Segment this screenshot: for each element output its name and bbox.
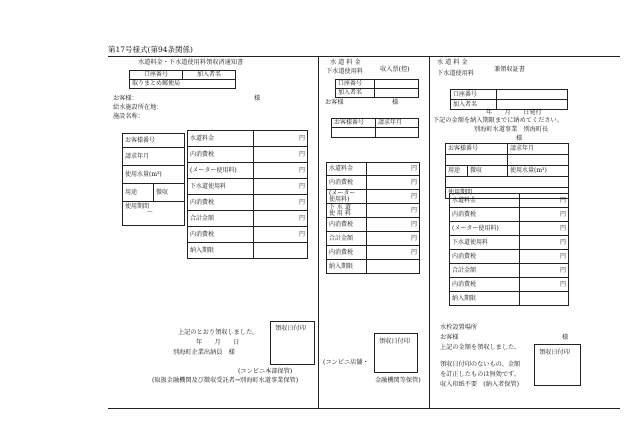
fee-yen: 円 <box>520 222 569 236</box>
fee-value <box>520 292 569 306</box>
fee-label: 水道料金 <box>450 194 520 208</box>
period-label: 使用期間 <box>125 203 150 210</box>
perforation-2 <box>429 56 430 408</box>
part1-info-table <box>122 133 185 226</box>
customer-sama: 様 <box>562 334 569 341</box>
usage-label: 使用水量(m³) <box>508 166 569 177</box>
fee-label: 水道料金 <box>188 131 254 147</box>
receipt-date: 年 月 日 <box>196 339 240 346</box>
post-office-label: 取りまとめ郵便局 <box>130 80 236 89</box>
fee-yen: 円 <box>367 176 420 190</box>
fee-label: 内消費税 <box>327 246 367 260</box>
fee-yen: 円 <box>520 208 569 222</box>
fee-yen: 円 <box>367 204 420 218</box>
account-value <box>375 80 419 89</box>
fee-yen: 円 <box>367 218 420 232</box>
account-label: 口座番号 <box>336 80 375 89</box>
account-value <box>497 90 568 100</box>
billing-month-label: 請求年月 <box>123 148 185 166</box>
account-label: 口座番号 <box>451 90 497 100</box>
fee-yen: 円 <box>520 278 569 292</box>
subscriber-label: 加入者名 <box>183 71 236 80</box>
fee-label: (メーター使用料) <box>450 222 520 236</box>
fee-label: 内消費税 <box>188 227 254 243</box>
customer-no-label: お客様番号 <box>123 134 185 148</box>
fee-label: 内消費税 <box>450 208 520 222</box>
billing-month-value <box>376 128 419 138</box>
caliber-label: 微収 <box>154 184 185 202</box>
part2-account-table <box>335 79 419 98</box>
subscriber-value <box>497 100 568 110</box>
purpose-label: 用途 <box>123 184 154 202</box>
period-cell <box>123 202 185 226</box>
fee-yen: 円 <box>367 246 420 260</box>
supply-location-label: 給水施設所在地： <box>113 104 163 111</box>
part3-title2: 下水道使用料 <box>437 70 475 77</box>
fee-yen: 円 <box>254 227 308 243</box>
fee-yen: 円 <box>367 232 420 246</box>
facility-name-label: 施設名称： <box>113 113 144 120</box>
part2-fee-table <box>326 162 420 274</box>
fee-yen: 円 <box>520 264 569 278</box>
billing-month-label: 請求年月 <box>508 144 569 155</box>
part1-note1: (コンビニ本部保管) <box>238 368 293 375</box>
fee-yen: 円 <box>520 194 569 208</box>
part2-note1: (コンビニ店舗・ <box>323 359 369 366</box>
fee-label: 下水道使用料 <box>450 236 520 250</box>
fee-label: 下水道使用料 <box>188 179 254 195</box>
part3-info-table <box>445 143 569 199</box>
bottom-rule <box>108 408 620 409</box>
top-rule <box>108 56 620 57</box>
customer-no-value <box>446 155 508 166</box>
part3-title1: 水 道 料 金 <box>437 59 468 66</box>
perforation-1 <box>318 56 319 408</box>
account-label: 口座番号 <box>130 71 183 80</box>
fee-label: 内消費税 <box>450 278 520 292</box>
period-tilde: ～ <box>147 209 154 216</box>
fee-yen: 円 <box>254 211 308 227</box>
fee-yen: 円 <box>254 163 308 179</box>
part3-receipt-label: 兼領収証書 <box>494 66 525 73</box>
purpose-label: 用途 <box>446 166 468 177</box>
part1-title: 水道料金・下水道使用料領収済通知書 <box>138 59 244 66</box>
fee-yen: 円 <box>254 179 308 195</box>
period-label: 使用期間 <box>446 188 569 199</box>
part3-account-table <box>450 89 568 110</box>
customer-label: お客様 <box>325 99 344 106</box>
fee-label: 内消費税 <box>188 147 254 163</box>
subscriber-label: 加入者名 <box>451 100 497 110</box>
supply-location-label: 水栓設置場所 <box>440 324 478 331</box>
stamp-label: 領収日付印 <box>275 325 306 332</box>
fee-label: 納入期限 <box>188 243 254 259</box>
billing-month-label: 請求年月 <box>376 119 419 128</box>
fee-label: 納入期限 <box>327 260 367 274</box>
fee-value <box>367 260 420 274</box>
fee-yen: 円 <box>520 236 569 250</box>
part3-fee-table <box>449 193 569 306</box>
customer-no-value <box>332 128 376 138</box>
usage-label: 使用水量(m³) <box>123 166 185 184</box>
subscriber-value <box>375 89 419 98</box>
fee-yen: 円 <box>367 163 420 176</box>
fee-label: 内消費税 <box>327 176 367 190</box>
receiver-name: 別海町企業出納員 様 <box>173 349 235 356</box>
stamp-tax-note: 収入印紙不要 (納入者保管) <box>440 381 520 388</box>
issue-date: 年 月 日発行 <box>486 109 542 116</box>
usage-value <box>446 177 569 188</box>
payment-notice: 下記の金額を納入期限までに納めてください。 <box>433 117 563 124</box>
part2-receipt-label: 収入票(控) <box>380 66 410 73</box>
fee-yen: 円 <box>367 190 420 204</box>
part2-title2: 下水道使用料 <box>326 68 364 75</box>
subscriber-label: 加入者名 <box>336 89 375 98</box>
part2-customer-table <box>331 118 419 138</box>
customer-no-label: お客様番号 <box>332 119 376 128</box>
issuer-sama: 様 <box>516 135 523 142</box>
stamp-label: 領収日付印 <box>539 349 570 356</box>
fee-label: 内消費税 <box>450 250 520 264</box>
fee-yen: 円 <box>254 147 308 163</box>
fee-label: (メーター使用料) <box>188 163 254 179</box>
invalid-note-2: を訂正したものは無効です。 <box>440 371 520 378</box>
billing-month-value <box>508 155 569 166</box>
part1-fee-table <box>187 130 308 259</box>
fee-label: 合計金額 <box>450 264 520 278</box>
fee-label: 水道料金 <box>327 163 367 176</box>
issuer-name: 別海町水道事業 別海町長 <box>474 126 549 133</box>
part1-account-table <box>129 70 236 89</box>
fee-label: 合計金額 <box>327 232 367 246</box>
invalid-note-1: 領収日付印のないもの、金額 <box>440 361 521 368</box>
fee-label: 合計金額 <box>188 211 254 227</box>
customer-sama: 様 <box>254 95 261 102</box>
receipt-text: 上記のとおり領収しました。 <box>178 329 259 336</box>
receipt-text: 上記の金額を領収しました。 <box>440 344 521 351</box>
form-number: 第17号様式(第94条関係) <box>108 45 193 54</box>
caliber-label: 微収 <box>468 166 508 177</box>
part1-note2: (取扱金融機関及び徴収受託者→別海町水道事業保管) <box>152 377 299 384</box>
part2-title1: 水 道 料 金 <box>330 59 361 66</box>
customer-sama: 様 <box>392 99 399 106</box>
customer-label: お客様 <box>440 334 459 341</box>
fee-label: 内消費税 <box>327 218 367 232</box>
fee-label: 下 水 道 使 用 料 <box>327 204 367 218</box>
stamp-label: 領収日付印 <box>379 338 410 345</box>
part2-note2: 金融機関等保管) <box>375 377 421 384</box>
customer-no-label: お客様番号 <box>446 144 508 155</box>
fee-yen: 円 <box>254 131 308 147</box>
fee-label: (メーター 使用料) <box>327 190 367 204</box>
fee-value <box>254 243 308 259</box>
part2-stamp-box <box>374 333 418 373</box>
fee-yen: 円 <box>254 195 308 211</box>
fee-label: 納入期限 <box>450 292 520 306</box>
customer-label: お客様： <box>113 95 138 102</box>
fee-label: 内消費税 <box>188 195 254 211</box>
part3-stamp-box <box>534 344 581 386</box>
fee-yen: 円 <box>520 250 569 264</box>
part1-stamp-box <box>270 321 315 365</box>
